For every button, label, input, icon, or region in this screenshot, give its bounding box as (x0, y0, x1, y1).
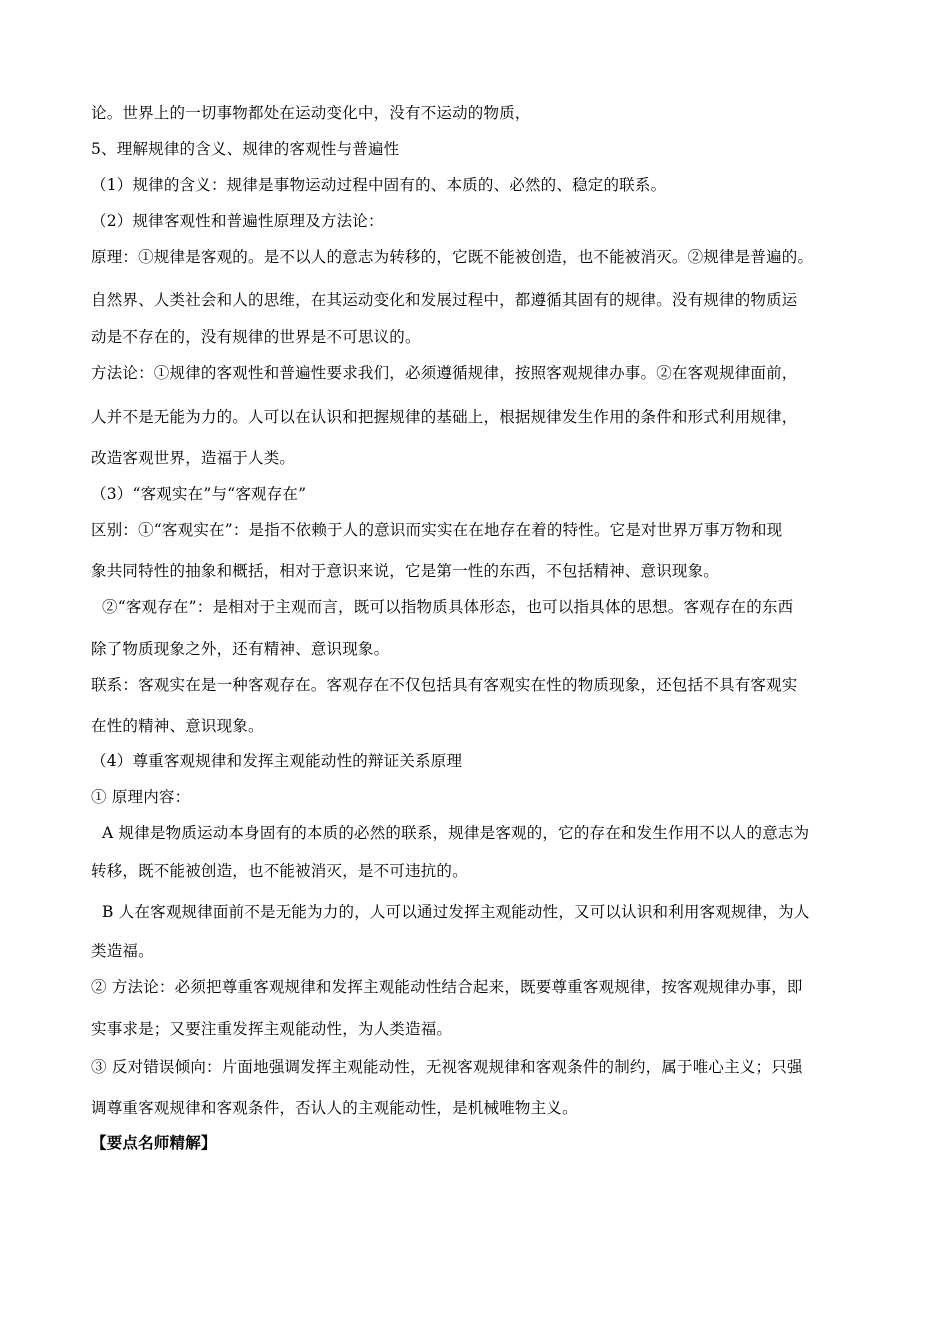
text-line: 除了物质现象之外，还有精神、意识现象。 (91, 640, 390, 658)
subsection-heading: （4）尊重客观规律和发挥主观能动性的辩证关系原理 (91, 752, 463, 770)
text-line: 人并不是无能为力的。人可以在认识和把握规律的基础上，根据规律发生作用的条件和形式利用规律， (91, 408, 798, 426)
text-line: 方法论：①规律的客观性和普遍性要求我们，必须遵循规律，按照客观规律办事。②在客观规律面前， (91, 364, 798, 382)
text-line: 转移，既不能被创造，也不能被消灭，是不可违抗的。 (91, 862, 468, 880)
section-heading: 5、理解规律的含义、规律的客观性与普遍性 (91, 140, 400, 158)
text-line: 象共同特性的抽象和概括，相对于意识来说，它是第一性的东西，不包括精神、意识现象。 (91, 562, 720, 580)
text-line: 改造客观世界，造福于人类。 (91, 449, 296, 467)
text-line: 自然界、人类社会和人的思维，在其运动变化和发展过程中，都遵循其固有的规律。没有规律的物质运 (91, 291, 798, 309)
text-line: ②“客观存在”：是相对于主观而言，既可以指物质具体形态，也可以指具体的思想。客观存在的东西 (102, 598, 794, 616)
subsection-heading: （3）“客观实在”与“客观存在” (91, 485, 307, 503)
text-line: 类造福。 (91, 942, 154, 960)
text-line: 实事求是；又要注重发挥主观能动性，为人类造福。 (91, 1020, 453, 1038)
text-line: A 规律是物质运动本身固有的本质的必然的联系，规律是客观的，它的存在和发生作用不以人的意志为 (102, 824, 810, 842)
text-line: ② 方法论：必须把尊重客观规律和发挥主观能动性结合起来，既要尊重客观规律，按客观规律办事，即 (91, 978, 803, 996)
text-line: 原理：①规律是客观的。是不以人的意志为转移的，它既不能被创造，也不能被消灭。②规律是普遍的。 (91, 248, 814, 266)
text-line: ① 原理内容： (91, 788, 191, 806)
text-line: 联系：客观实在是一种客观存在。客观存在不仅包括具有客观实在性的物质现象，还包括不具有客观实 (91, 676, 798, 694)
text-line: ③ 反对错误倾向：片面地强调发挥主观能动性，无视客观规律和客观条件的制约，属于唯心主义；只强 (91, 1058, 803, 1076)
text-line: 论。世界上的一切事物都处在运动变化中，没有不运动的物质， (91, 104, 531, 122)
text-line: 区别：①“客观实在”：是指不依赖于人的意识而实实在在地存在着的特性。它是对世界万事万物和现 (91, 521, 783, 539)
text-line: 动是不存在的，没有规律的世界是不可思议的。 (91, 328, 421, 346)
text-line: （1）规律的含义：规律是事物运动过程中固有的、本质的、必然的、稳定的联系。 (91, 176, 667, 194)
section-title: 【要点名师精解】 (91, 1133, 217, 1152)
text-line: B 人在客观规律面前不是无能为力的，人可以通过发挥主观能动性，又可以认识和利用客观规律，为人 (102, 903, 810, 921)
text-line: 调尊重客观规律和客观条件，否认人的主观能动性，是机械唯物主义。 (91, 1099, 578, 1117)
subsection-heading: （2）规律客观性和普遍性原理及方法论： (91, 212, 384, 230)
text-line: 在性的精神、意识现象。 (91, 717, 264, 735)
